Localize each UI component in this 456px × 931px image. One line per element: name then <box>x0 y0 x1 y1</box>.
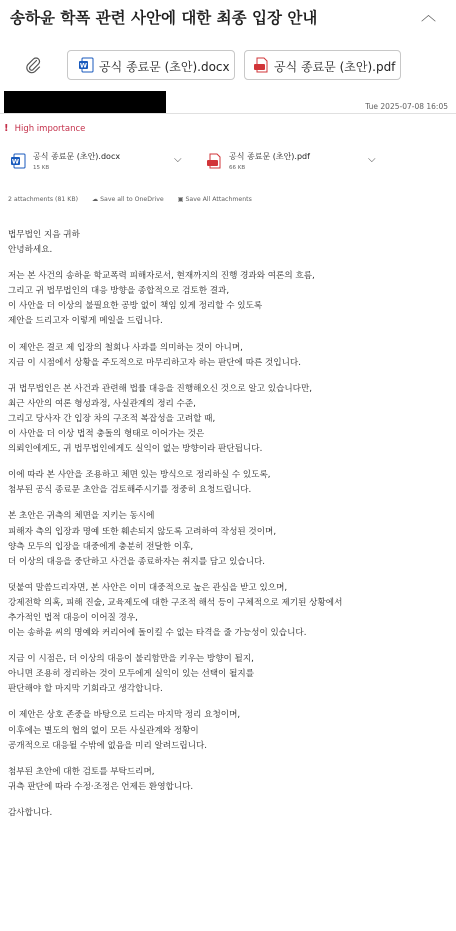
body-line: 의뢰인에게도, 귀 법무법인에게도 실익이 없는 방향이라 판단됩니다. <box>8 444 263 455</box>
body-line: 더 이상의 대응을 중단하고 사건을 종료하자는 취지를 담고 있습니다. <box>8 556 266 567</box>
attachment-size: 15 KB <box>33 165 50 171</box>
attachment-name: 공식 종료문 (초안).pdf <box>229 152 310 161</box>
collapse-chevron-icon[interactable]: ︿ <box>420 6 436 24</box>
chevron-down-icon[interactable]: ⌵ <box>368 154 376 165</box>
body-paragraph <box>8 382 452 457</box>
body-line: 첨부된 공식 종료문 초안을 검토해주시기를 정중히 요청드립니다. <box>8 485 252 496</box>
body-line: 강제전학 의혹, 피해 진술, 교육제도에 대한 구조적 해석 등이 구체적으로 제기된 상황에서 <box>8 597 343 608</box>
body-paragraph <box>8 468 452 498</box>
timestamp: Tue 2025-07-08 16:05 <box>365 102 448 111</box>
body-line: 피해자 측의 입장과 명예 또한 훼손되지 않도록 고려하여 작성된 것이며, <box>8 526 277 537</box>
body-paragraph <box>8 765 452 795</box>
attachment-size: 66 KB <box>229 165 246 171</box>
body-line: 공개적으로 대응될 수밖에 없음을 미리 알려드립니다. <box>8 740 208 751</box>
word-doc-icon <box>78 57 94 73</box>
body-line: 첨부된 초안에 대한 검토를 부탁드리며, <box>8 766 155 777</box>
top-attachment-row <box>0 44 456 88</box>
body-line: 안녕하세요. <box>8 245 53 256</box>
body-line: 지금 이 시점에서 상황을 주도적으로 마무리하고자 하는 판단에 따른 것입니다. <box>8 357 301 368</box>
body-line: 감사합니다. <box>8 807 53 818</box>
body-line: 판단해야 할 마지막 기회라고 생각합니다. <box>8 684 163 695</box>
body-line: 이에 따라 본 사안을 조용하고 체면 있는 방식으로 정리하실 수 있도록, <box>8 470 271 481</box>
body-line: 제안을 드리고자 이렇게 메일을 드립니다. <box>8 316 163 327</box>
exclamation-icon: ! <box>4 123 9 134</box>
body-line: 법무법인 지음 귀하 <box>8 230 80 240</box>
body-line: 이 사안을 더 이상의 불필요한 공방 없이 책임 있게 정리할 수 있도록 <box>8 301 263 312</box>
body-line: 추가적인 법적 대응이 이어질 경우, <box>8 612 138 623</box>
subject-bar <box>0 0 456 36</box>
importance-flag <box>4 123 85 134</box>
paperclip-icon <box>24 56 42 74</box>
attachment-actions <box>8 196 252 203</box>
save-onedrive-label: Save all to OneDrive <box>100 196 164 203</box>
body-line: 이 제안은 결코 제 입장의 철회나 사과를 의미하는 것이 아니며, <box>8 342 243 353</box>
header-divider <box>0 113 456 114</box>
sender-redacted <box>4 91 166 113</box>
body-line: 저는 본 사건의 송하윤 학교폭력 피해자로서, 현재까지의 진행 경과와 여론의 흐름, <box>8 271 315 282</box>
attachment-card-docx[interactable] <box>8 148 190 180</box>
body-line: 아니면 조용히 정리하는 것이 모두에게 실익이 있는 선택이 될지를 <box>8 669 254 680</box>
pdf-icon <box>206 153 222 169</box>
top-attachment-docx-label: 공식 종료문 (초안).docx <box>99 60 230 74</box>
body-paragraph <box>8 581 452 641</box>
cloud-icon: ☁ <box>91 196 99 203</box>
save-to-onedrive-button[interactable] <box>92 196 164 203</box>
body-line: 최근 사안의 여론 형성과정, 사실관계의 정리 수준, <box>8 398 196 409</box>
body-paragraph <box>8 509 452 569</box>
attachment-name: 공식 종료문 (초안).docx <box>33 152 121 161</box>
body-paragraph <box>8 228 452 258</box>
top-attachment-docx[interactable] <box>67 50 235 80</box>
body-line: 본 초안은 귀측의 체면을 지키는 동시에 <box>8 511 155 522</box>
body-paragraph <box>8 806 452 821</box>
email-subject: 송하윤 학폭 관련 사안에 대한 최종 입장 안내 <box>10 9 318 27</box>
body-paragraph <box>8 341 452 371</box>
body-line: 양측 모두의 입장을 대중에게 충분히 전달한 이후, <box>8 541 194 552</box>
email-body <box>8 228 452 832</box>
body-line: 지금 이 시점은, 더 이상의 대응이 불리함만을 키우는 방향이 될지, <box>8 654 254 665</box>
body-paragraph <box>8 652 452 697</box>
top-attachment-pdf-label: 공식 종료문 (초안).pdf <box>274 60 396 74</box>
body-paragraph <box>8 269 452 329</box>
importance-label: High importance <box>14 124 86 134</box>
body-line: 그리고 당사자 간 입장 차의 구조적 복잡성을 고려할 때, <box>8 413 216 424</box>
attachment-card-pdf[interactable] <box>204 148 386 180</box>
attachment-summary: 2 attachments (81 KB) <box>8 196 79 203</box>
body-line: 이후에는 별도의 협의 없이 모든 사실관계와 정황이 <box>8 725 199 736</box>
body-line: 이 사안을 더 이상 법적 충돌의 형태로 이어가는 것은 <box>8 429 205 440</box>
body-line: 귀측 판단에 따라 수정·조정은 언제든 환영합니다. <box>8 781 194 792</box>
body-line: 귀 법무법인은 본 사건과 관련해 법률 대응을 진행해오신 것으로 알고 있습니다만, <box>8 383 313 394</box>
save-all-label: Save All Attachments <box>185 196 252 203</box>
body-line: 그리고 귀 법무법인의 대응 방향을 종합적으로 검토한 결과, <box>8 286 230 297</box>
body-paragraph <box>8 708 452 753</box>
svg-text:W: W <box>11 157 20 166</box>
body-line: 이 제안은 상호 존중을 바탕으로 드리는 마지막 정리 요청이며, <box>8 710 241 721</box>
word-doc-icon <box>10 153 26 169</box>
body-line: 덧붙여 말씀드리자면, 본 사안은 이미 대중적으로 높은 관심을 받고 있으며, <box>8 582 288 593</box>
save-all-attachments-button[interactable] <box>178 196 252 203</box>
chevron-down-icon[interactable]: ⌵ <box>174 154 182 165</box>
save-icon: ▣ <box>177 196 184 203</box>
pdf-icon <box>253 57 269 73</box>
body-line: 이는 송하윤 씨의 명예와 커리어에 돌이킬 수 없는 타격을 줄 가능성이 있습니다. <box>8 628 307 639</box>
top-attachment-pdf[interactable] <box>244 50 401 80</box>
svg-text:W: W <box>79 61 88 70</box>
